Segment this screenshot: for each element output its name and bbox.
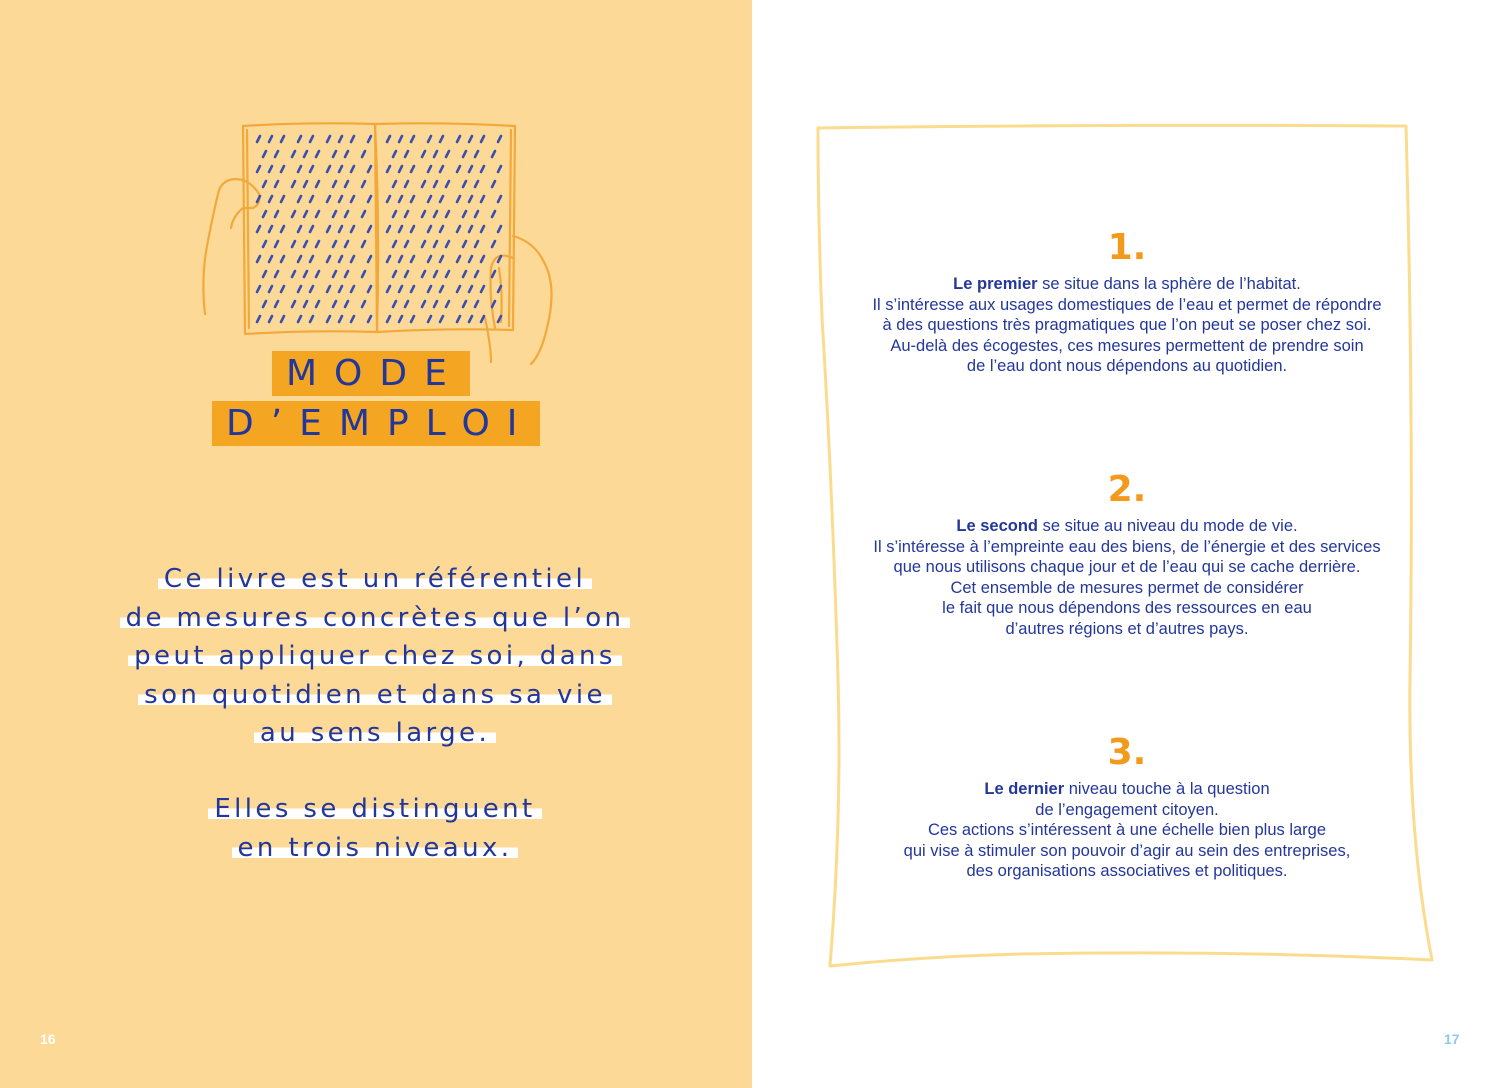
level-2-line: le fait que nous dépendons des ressources en eau	[942, 599, 1312, 617]
level-2-line: Cet ensemble de mesures permet de considérer	[950, 578, 1304, 597]
level-2-block	[832, 468, 1422, 639]
page-number-right: 17	[1444, 1031, 1460, 1047]
level-2-line: que nous utilisons chaque jour et de l’eau qui se cache derrière.	[893, 558, 1361, 576]
level-3-block	[832, 731, 1422, 882]
title-emploi	[212, 402, 540, 446]
outro-line: Elles se distinguent	[208, 794, 541, 824]
level-2-bold: Le second	[956, 517, 1038, 535]
outro-paragraph	[110, 790, 640, 867]
intro-line: Ce livre est un référentiel	[158, 564, 592, 594]
outro-line: en trois niveaux.	[232, 833, 519, 863]
open-book-hands-icon	[195, 118, 565, 368]
page-number-left: 16	[40, 1031, 56, 1047]
level-2-line: d’autres régions et d’autres pays.	[1005, 619, 1249, 638]
level-3-first-line	[832, 779, 1422, 800]
level-3-line: de l’engagement citoyen.	[1035, 800, 1219, 819]
level-1-line: Il s’intéresse aux usages domestiques de l’eau et permet de répondre	[872, 295, 1382, 314]
level-2-number: 2.	[1107, 469, 1147, 510]
intro-line: de mesures concrètes que l’on	[120, 603, 631, 633]
intro-line: son quotidien et dans sa vie	[138, 680, 612, 710]
level-1-first-line	[832, 274, 1422, 295]
level-3-first-rest: niveau touche à la question	[1064, 780, 1270, 798]
intro-line: au sens large.	[254, 718, 496, 748]
level-1-bold: Le premier	[953, 275, 1038, 293]
level-3-line: Ces actions s’intéressent à une échelle bien plus large	[927, 821, 1327, 839]
level-3-line: qui vise à stimuler son pouvoir d’agir au sein des entreprises,	[903, 841, 1351, 860]
level-1-line: à des questions très pragmatiques que l’on peut se poser chez soi.	[882, 316, 1372, 334]
level-3-bold: Le dernier	[984, 780, 1065, 798]
level-1-block	[832, 226, 1422, 377]
intro-paragraph	[110, 560, 640, 753]
title-mode-text: MODE	[272, 351, 470, 396]
title-mode	[272, 352, 470, 396]
level-3-line: des organisations associatives et politiques.	[966, 862, 1288, 880]
level-1-line: Au-delà des écogestes, ces mesures permettent de prendre soin	[890, 336, 1364, 355]
level-2-line: Il s’intéresse à l’empreinte eau des biens, de l’énergie et des services	[873, 537, 1381, 556]
level-1-line: de l’eau dont nous dépendons au quotidien.	[966, 357, 1288, 375]
level-1-first-rest: se situe dans la sphère de l’habitat.	[1037, 275, 1301, 293]
title-emploi-text: D’EMPLOI	[212, 401, 540, 446]
level-2-first-rest: se situe au niveau du mode de vie.	[1038, 517, 1298, 535]
intro-line: peut appliquer chez soi, dans	[128, 641, 622, 671]
level-2-first-line	[832, 516, 1422, 537]
level-1-number: 1.	[1107, 227, 1147, 268]
level-3-number: 3.	[1107, 732, 1147, 773]
